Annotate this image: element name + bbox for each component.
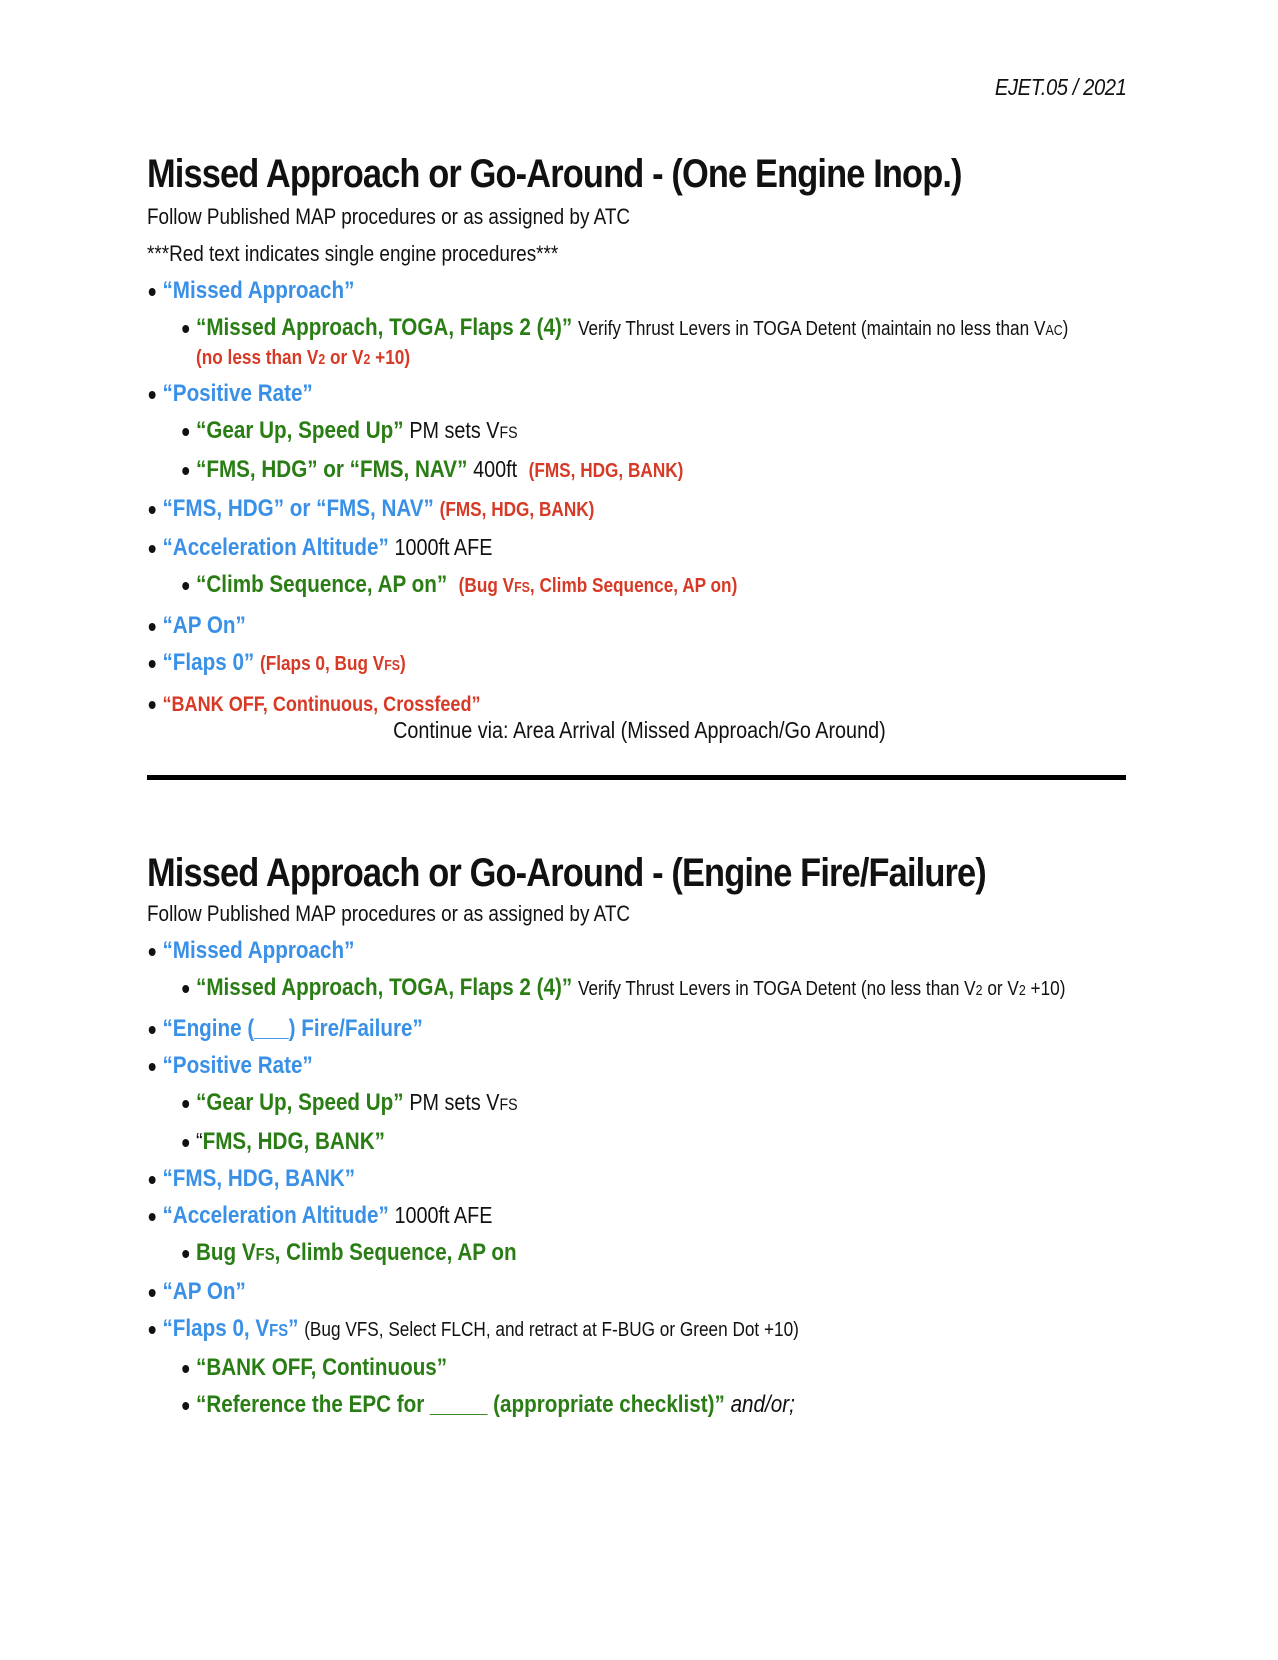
subscript: AC xyxy=(1045,323,1063,339)
single-engine-note xyxy=(147,345,990,373)
note-text: Verify Thrust Levers in TOGA Detent (no less than V xyxy=(577,978,976,1000)
note xyxy=(578,978,1066,1000)
callout: “Reference the EPC for _____ (appropriate checklist)” xyxy=(196,1391,725,1418)
note xyxy=(409,1089,517,1115)
note-text: PM sets V xyxy=(409,417,500,443)
section1-list xyxy=(147,272,1127,723)
list-item xyxy=(147,412,990,451)
note: 400ft xyxy=(473,456,518,482)
note-text: (Bug V xyxy=(458,575,515,597)
list-item xyxy=(147,1310,990,1349)
list-item xyxy=(147,1123,990,1160)
callout: “FMS, HDG, BANK” xyxy=(162,1165,356,1192)
list-item xyxy=(147,490,990,529)
note: 1000ft AFE xyxy=(394,1202,493,1228)
section-engine-fire-failure xyxy=(147,851,1127,1423)
subscript: 2 xyxy=(1018,983,1026,999)
list-item xyxy=(147,1010,990,1047)
continue-via-text xyxy=(0,717,1278,744)
note-text: Verify Thrust Levers in TOGA Detent (maintain no less than V xyxy=(577,318,1046,340)
list-item xyxy=(147,1084,990,1123)
subscript: FS xyxy=(255,1244,275,1264)
list-item xyxy=(147,969,1066,1010)
note: and/or; xyxy=(730,1391,795,1418)
callout xyxy=(162,1315,298,1342)
section1-intro: Follow Published MAP procedures or as assigned by ATC xyxy=(147,204,631,229)
note xyxy=(578,318,1068,340)
section1-red-legend: ***Red text indicates single engine procedures*** xyxy=(147,241,559,266)
callout: “Engine (___) Fire/Failure” xyxy=(162,1015,423,1042)
callout: “Gear Up, Speed Up” xyxy=(196,417,404,444)
callout: “Flaps 0” xyxy=(162,649,255,676)
subscript: 2 xyxy=(318,352,326,368)
callout: “Missed Approach, TOGA, Flaps 2 (4)” xyxy=(196,974,573,1001)
callout: “Climb Sequence, AP on” xyxy=(196,571,448,598)
callout-text: ” xyxy=(288,1315,299,1342)
callout: “FMS, HDG” or “FMS, NAV” xyxy=(162,495,434,522)
note-text: , Climb Sequence, AP on) xyxy=(529,575,738,597)
single-engine-note xyxy=(260,653,406,675)
callout: “Acceleration Altitude” xyxy=(162,1202,389,1229)
callout-text: “Flaps 0, V xyxy=(162,1315,270,1342)
list-item xyxy=(147,309,1069,350)
note-text: +10) xyxy=(370,347,411,369)
note-text: (no less than V xyxy=(196,347,319,369)
note-text: ) xyxy=(1062,318,1069,340)
callout: “Positive Rate” xyxy=(162,380,313,407)
note xyxy=(409,417,517,443)
callout-text: , Climb Sequence, AP on xyxy=(274,1239,517,1266)
section-one-engine-inop xyxy=(147,152,1127,723)
callout: “AP On” xyxy=(162,1278,246,1305)
single-engine-note: (FMS, HDG, BANK) xyxy=(439,499,595,521)
callout: “AP On” xyxy=(162,612,246,639)
list-item xyxy=(147,607,990,644)
list-item xyxy=(147,1197,990,1234)
callout: “Missed Approach, TOGA, Flaps 2 (4)” xyxy=(196,314,573,341)
single-engine-callout: “BANK OFF, Continuous, Crossfeed” xyxy=(162,693,481,716)
note-text: PM sets V xyxy=(409,1089,500,1115)
list-item xyxy=(147,1349,990,1386)
list-item xyxy=(147,1047,990,1084)
note: 1000ft AFE xyxy=(394,534,493,560)
list-item xyxy=(147,566,990,607)
list-item xyxy=(147,1273,990,1310)
section1-title: Missed Approach or Go-Around - (One Engine Inop.) xyxy=(147,152,962,196)
callout: “Missed Approach” xyxy=(162,937,355,964)
subscript: FS xyxy=(384,658,401,674)
section2-intro: Follow Published MAP procedures or as assigned by ATC xyxy=(147,901,631,926)
document-id: EJET.05 / 2021 xyxy=(994,74,1126,100)
callout: “Missed Approach” xyxy=(162,277,355,304)
list-item xyxy=(147,375,990,412)
list-item xyxy=(147,451,990,490)
callout xyxy=(196,1239,517,1266)
callout: “Acceleration Altitude” xyxy=(162,534,389,561)
callout: FMS, HDG, BANK” xyxy=(202,1128,385,1155)
note-text: ) xyxy=(400,653,406,675)
subscript: FS xyxy=(499,1095,518,1114)
note-text: or V xyxy=(982,978,1019,1000)
subscript: 2 xyxy=(975,983,983,999)
note-text: or V xyxy=(325,347,364,369)
note-text: +10) xyxy=(1025,978,1066,1000)
list-item xyxy=(147,272,990,309)
note: (Bug VFS, Select FLCH, and retract at F-BUG or Green Dot +10) xyxy=(304,1319,799,1341)
single-engine-note xyxy=(459,575,738,597)
subscript: FS xyxy=(269,1320,289,1340)
list-item xyxy=(147,1234,990,1273)
callout: “FMS, HDG” or “FMS, NAV” xyxy=(196,456,468,483)
callout: “Gear Up, Speed Up” xyxy=(196,1089,404,1116)
note-text: (Flaps 0, Bug V xyxy=(259,653,385,675)
callout: “Positive Rate” xyxy=(162,1052,313,1079)
continue-text: Continue via: Area Arrival (Missed Approach/Go Around) xyxy=(392,717,886,743)
open-quote: “ xyxy=(196,1128,203,1154)
subscript: FS xyxy=(499,423,518,442)
list-item xyxy=(147,932,990,969)
list-item xyxy=(147,644,990,685)
callout-text: Bug V xyxy=(196,1239,256,1266)
section2-title: Missed Approach or Go-Around - (Engine Fire/Failure) xyxy=(147,851,986,895)
list-item xyxy=(147,1386,990,1423)
single-engine-note: (FMS, HDG, BANK) xyxy=(528,460,684,482)
subscript: FS xyxy=(514,580,530,596)
section-divider xyxy=(147,775,1126,780)
callout: “BANK OFF, Continuous” xyxy=(196,1354,448,1381)
list-item xyxy=(147,1160,990,1197)
subscript: 2 xyxy=(363,352,371,368)
list-item xyxy=(147,529,990,566)
section2-list xyxy=(147,932,1127,1423)
